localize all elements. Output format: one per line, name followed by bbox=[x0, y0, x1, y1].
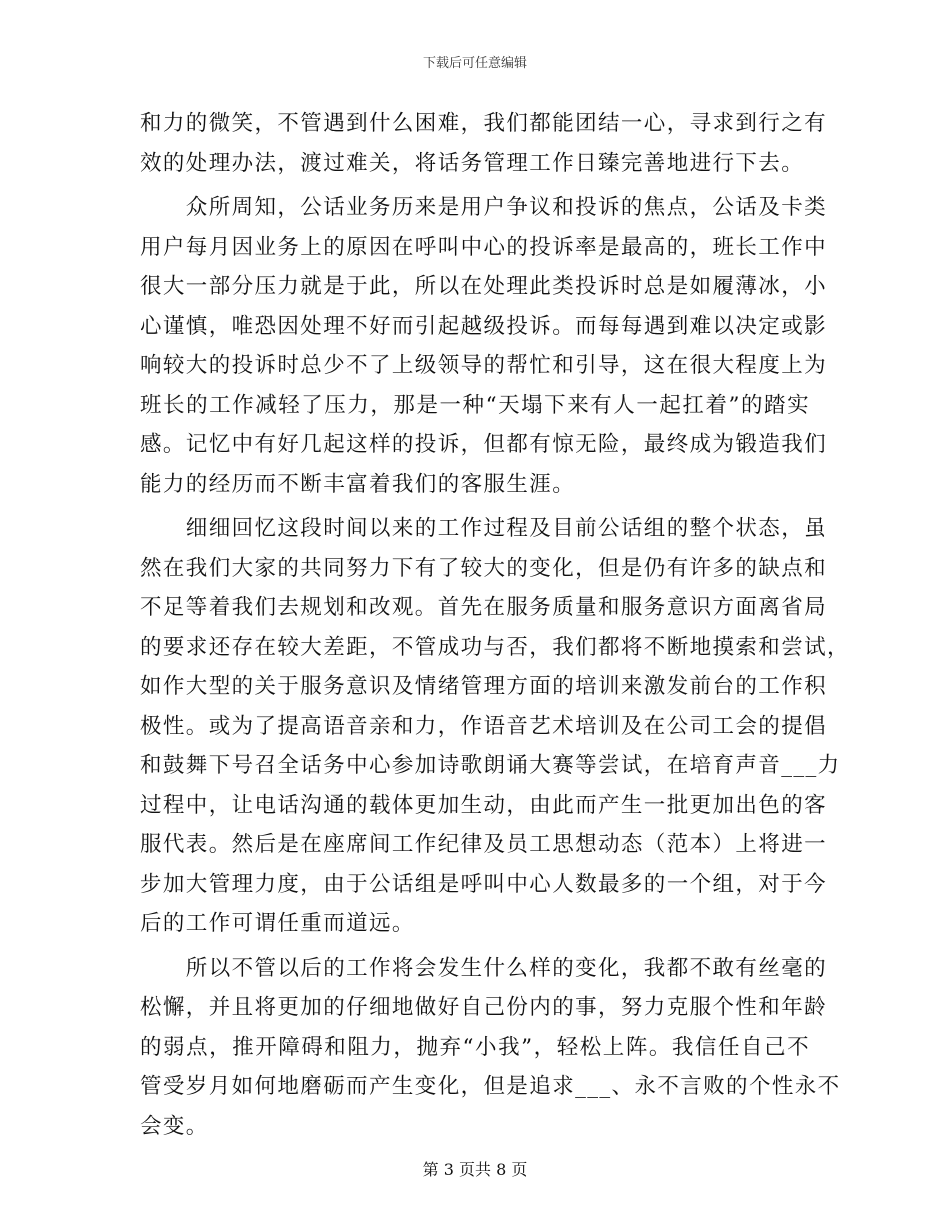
text-line: 感。记忆中有好几起这样的投诉，但都有惊无险，最终成为锻造我们 bbox=[140, 432, 828, 457]
text-line: 众所周知，公话业务历来是用户争议和投诉的焦点，公话及卡类 bbox=[140, 195, 828, 220]
paragraph-2 bbox=[140, 188, 828, 504]
text-line: 和力的微笑，不管遇到什么困难，我们都能团结一心，寻求到行之有 bbox=[140, 111, 828, 136]
text-line: 管受岁月如何地磨砺而产生变化，但是追求___、永不言败的个性永不 bbox=[140, 1074, 841, 1099]
text-line: 心谨慎，唯恐因处理不好而引起越级投诉。而每每遇到难以决定或影 bbox=[140, 313, 828, 339]
text-line: 的弱点，推开障碍和阻力，抛弃“小我”，轻松上阵。我信任自己不 bbox=[140, 1034, 810, 1060]
text-line: 如作大型的关于服务意识及情绪管理方面的培训来激发前台的工作积 bbox=[140, 674, 828, 699]
text-line: 的要求还存在较大差距，不管成功与否，我们都将不断地摸索和尝试， bbox=[140, 634, 850, 660]
paragraph-4 bbox=[140, 949, 841, 1147]
text-line: 班长的工作减轻了压力，那是一种“天塌下来有人一起扛着”的踏实 bbox=[140, 392, 810, 418]
text-line: 响较大的投诉时总少不了上级领导的帮忙和引导，这在很大程度上为 bbox=[140, 353, 828, 378]
text-line: 过程中，让电话沟通的载体更加生动，由此而产生一批更加出色的客 bbox=[140, 792, 828, 818]
page-header: 下载后可任意编辑 bbox=[422, 56, 527, 71]
text-line: 和鼓舞下号召全话务中心参加诗歌朗诵大赛等尝试，在培育声音___力 bbox=[140, 753, 841, 778]
text-line: 能力的经历而不断丰富着我们的客服生涯。 bbox=[140, 471, 576, 497]
text-line: 用户每月因业务上的原因在呼叫中心的投诉率是最高的，班长工作中 bbox=[140, 234, 828, 260]
text-line: 极性。或为了提高语音亲和力，作语音艺术培训及在公司工会的提倡 bbox=[140, 713, 828, 739]
text-line: 会变。 bbox=[140, 1113, 209, 1139]
text-line: 不足等着我们去规划和改观。首先在服务质量和服务意识方面离省局 bbox=[140, 595, 828, 620]
text-line: 所以不管以后的工作将会发生什么样的变化，我都不敢有丝毫的 bbox=[140, 955, 828, 981]
paragraph-1 bbox=[140, 104, 828, 183]
paragraph-3 bbox=[140, 509, 850, 944]
text-line: 细细回忆这段时间以来的工作过程及目前公话组的整个状态，虽 bbox=[140, 516, 828, 541]
text-line: 松懈，并且将更加的仔细地做好自己份内的事，努力克服个性和年龄 bbox=[140, 995, 828, 1020]
text-line: 步加大管理力度，由于公话组是呼叫中心人数最多的一个组，对于今 bbox=[140, 871, 828, 897]
text-line: 然在我们大家的共同努力下有了较大的变化，但是仍有许多的缺点和 bbox=[140, 555, 828, 581]
text-line: 很大一部分压力就是于此，所以在处理此类投诉时总是如履薄冰，小 bbox=[140, 274, 828, 299]
text-line: 服代表。然后是在座席间工作纪律及员工思想动态（范本）上将进一 bbox=[140, 832, 828, 857]
document-body bbox=[140, 104, 850, 1146]
text-line: 后的工作可谓任重而道远。 bbox=[140, 911, 415, 936]
text-line: 效的处理办法，渡过难关，将话务管理工作日臻完善地进行下去。 bbox=[140, 150, 805, 176]
page-number: 第 3 页共 8 页 bbox=[422, 1160, 528, 1179]
